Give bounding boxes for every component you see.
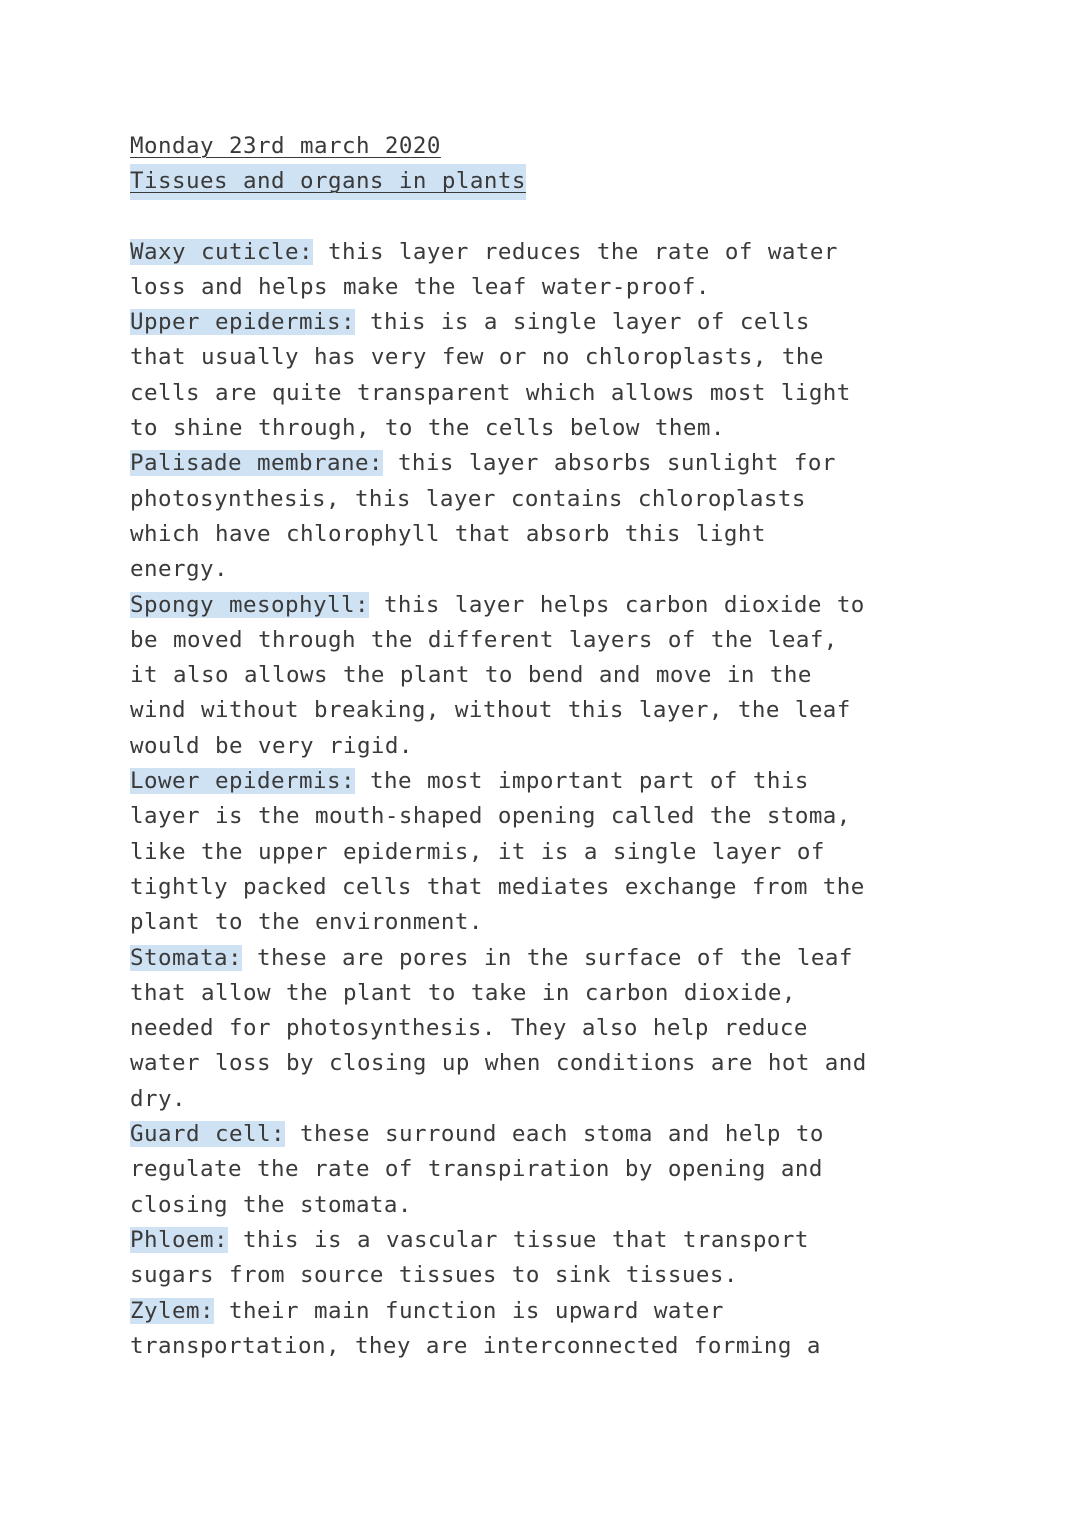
definition-text-line: like the upper epidermis, it is a single layer of <box>130 838 825 865</box>
definition-term: Zylem: <box>130 1297 214 1324</box>
definition-text-line: plant to the environment. <box>130 909 483 936</box>
definition-term: Palisade membrane: <box>130 450 383 477</box>
definition-text-line: this layer absorbs sunlight for <box>397 450 836 477</box>
blank-line <box>130 200 950 235</box>
definition-text-line: their main function is upward water <box>228 1297 724 1324</box>
definition-text-line: dry. <box>130 1085 186 1112</box>
definition-list <box>130 235 950 1365</box>
definition-text-line: to shine through, to the cells below them. <box>130 415 725 442</box>
definition-text-line: sugars from source tissues to sink tissues. <box>130 1262 738 1289</box>
definition-text-line: transportation, they are interconnected forming a <box>130 1332 821 1359</box>
document-title: Tissues and organs in plants <box>130 164 526 199</box>
definition-entry <box>130 588 950 764</box>
definition-text-line: that usually has very few or no chloroplasts, the <box>130 344 824 371</box>
definition-term: Phloem: <box>130 1226 228 1253</box>
definition-term: Stomata: <box>130 944 242 971</box>
definition-text-line: regulate the rate of transpiration by opening and <box>130 1156 823 1183</box>
definition-text-line: that allow the plant to take in carbon dioxide, <box>130 979 796 1006</box>
definition-text-line: photosynthesis, this layer contains chloroplasts <box>130 485 806 512</box>
definition-term: Spongy mesophyll: <box>130 591 369 618</box>
definition-text-line: this is a vascular tissue that transport <box>242 1226 809 1253</box>
definition-text-line: needed for photosynthesis. They also help reduce <box>130 1015 808 1042</box>
definition-text-line: water loss by closing up when conditions are hot and <box>130 1050 867 1077</box>
definition-text-line: would be very rigid. <box>130 732 413 759</box>
definition-text-line: this is a single layer of cells <box>369 309 810 336</box>
definition-entry <box>130 1223 950 1294</box>
definition-entry <box>130 941 950 1117</box>
definition-entry <box>130 235 950 306</box>
definition-text-line: the most important part of this <box>369 768 809 795</box>
definition-text-line: wind without breaking, without this layer, the leaf <box>130 697 851 724</box>
definition-term: Lower epidermis: <box>130 768 355 795</box>
definition-term: Upper epidermis: <box>130 309 355 336</box>
definition-entry <box>130 1117 950 1223</box>
definition-text-line: tightly packed cells that mediates exchange from the <box>130 873 865 900</box>
definition-text-line: closing the stomata. <box>130 1191 412 1218</box>
definition-text-line: these are pores in the surface of the leaf <box>256 944 853 971</box>
definition-text-line: this layer helps carbon dioxide to <box>383 591 865 618</box>
document-page <box>130 129 950 1364</box>
definition-entry <box>130 446 950 587</box>
definition-text-line: it also allows the plant to bend and move in the <box>130 662 812 689</box>
definition-term: Waxy cuticle: <box>130 238 313 265</box>
definition-text-line: cells are quite transparent which allows most light <box>130 379 851 406</box>
definition-term: Guard cell: <box>130 1121 285 1148</box>
definition-text-line: layer is the mouth-shaped opening called the stoma, <box>130 803 851 830</box>
definition-text-line: be moved through the different layers of the leaf, <box>130 626 838 653</box>
definition-text-line: these surround each stoma and help to <box>299 1121 824 1148</box>
document-date: Monday 23rd march 2020 <box>130 133 441 159</box>
definition-text-line: this layer reduces the rate of water <box>327 238 838 265</box>
definition-text-line: which have chlorophyll that absorb this light <box>130 520 766 547</box>
definition-text-line: energy. <box>130 556 228 583</box>
definition-entry <box>130 305 950 446</box>
definition-text-line: loss and helps make the leaf water-proof. <box>130 273 710 300</box>
definition-entry <box>130 764 950 940</box>
definition-entry <box>130 1294 950 1365</box>
